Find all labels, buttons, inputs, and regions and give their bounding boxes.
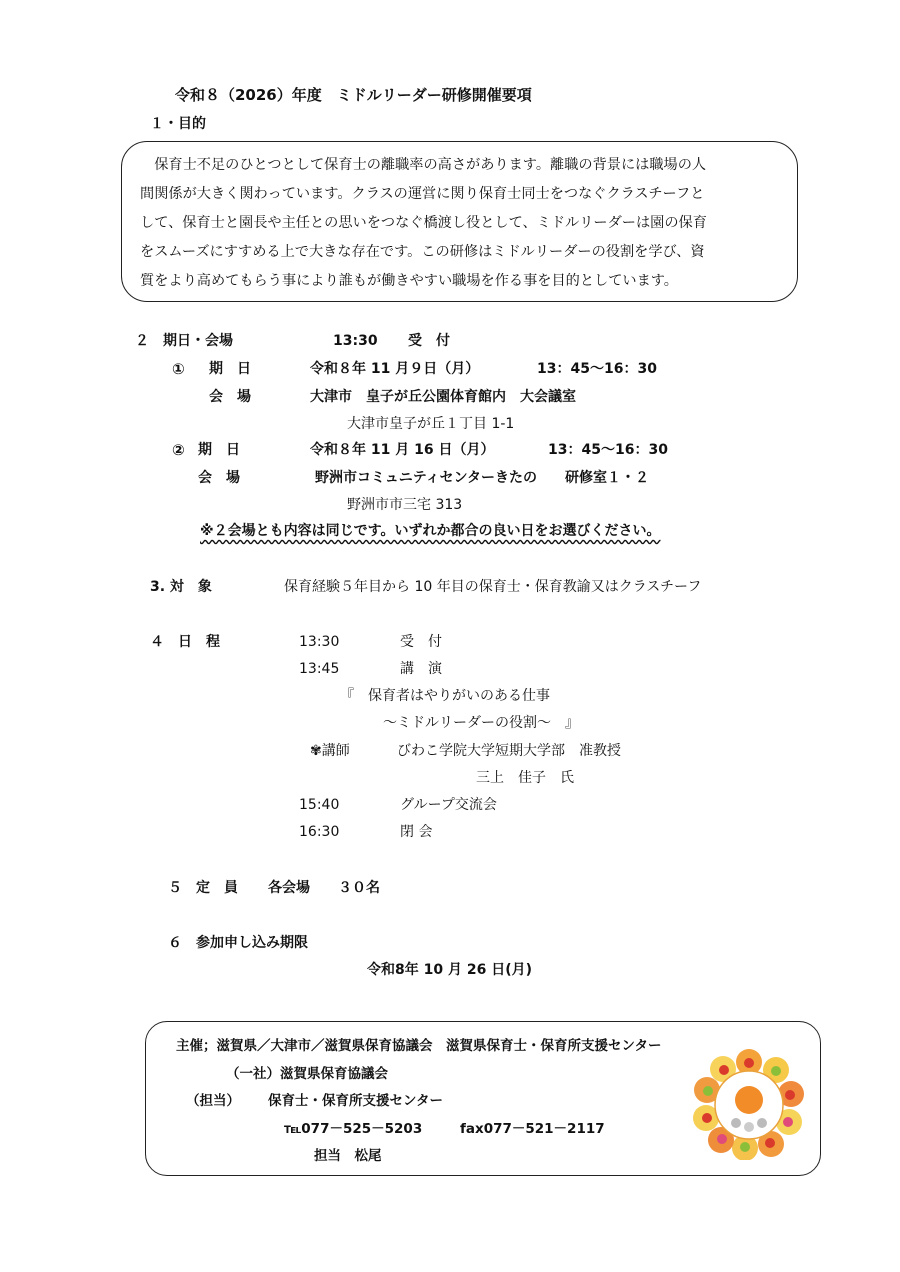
- reception-label: 受 付: [408, 333, 450, 349]
- lecture-subtitle: 〜ミドルリーダーの役割〜 』: [383, 715, 579, 731]
- purpose-heading: １・目的: [150, 116, 206, 132]
- fax-number: fax077－521－2117: [460, 1121, 605, 1137]
- purpose-box: [121, 141, 798, 302]
- capacity-heading: ５ 定 員: [168, 880, 238, 896]
- association: （一社）滋賀県保育協議会: [226, 1066, 388, 1082]
- contact-org: 保育士・保育所支援センター: [268, 1093, 443, 1109]
- logo-sun: [735, 1086, 763, 1114]
- contact-person: 担当 松尾: [314, 1148, 382, 1164]
- session1-venue: 大津市 皇子が丘公園体育館内 大会議室: [310, 389, 576, 405]
- target-heading: 3. 対 象: [150, 579, 212, 595]
- reception-time: 13:30: [333, 333, 378, 349]
- deadline-date: 令和8年 10 月 26 日(月): [367, 962, 532, 978]
- session2-date: 令和８年 11 月 16 日（月）: [310, 442, 495, 458]
- lecturer-label: ✾講師: [310, 743, 350, 759]
- purpose-line: 質をより高めてもらう事により誰もが働きやすい職場を作る事を目的としています。: [140, 273, 678, 289]
- session1-number: ①: [172, 360, 185, 378]
- session1-date: 令和８年 11 月９日（月）: [310, 361, 480, 377]
- lecturer-name: 三上 佳子 氏: [476, 770, 574, 786]
- purpose-line: 間関係が大きく関わっています。クラスの運営に関り保育士同士をつなぐクラスチーフと: [140, 186, 705, 202]
- session1-venue-label: 会 場: [209, 389, 251, 405]
- program-heading: ４ 日 程: [150, 634, 220, 650]
- purpose-paragraph: [140, 151, 790, 296]
- program-time: 16:30: [299, 824, 340, 840]
- program-time: 13:30: [299, 634, 340, 650]
- document-title: 令和８（2026）年度 ミドルリーダー研修開催要項: [175, 86, 532, 104]
- session2-number: ②: [172, 441, 185, 459]
- session1-address: 大津市皇子が丘１丁目 1-1: [347, 416, 515, 432]
- same-content-notice: ※２会場とも内容は同じです。いずれか都合の良い日をお選びください。: [200, 523, 661, 539]
- session1-date-label: 期 日: [209, 361, 251, 377]
- support-center-logo: [690, 1048, 808, 1160]
- program-time: 15:40: [299, 797, 340, 813]
- purpose-line: して、保育士と園長や主任との思いをつなぐ橋渡し役として、ミドルリーダーは園の保育: [140, 215, 707, 231]
- session2-date-label: 期 日: [198, 442, 240, 458]
- session2-time: 13：45〜16：30: [548, 442, 668, 458]
- program-label: 受 付: [400, 634, 442, 650]
- session2-address: 野洲市市三宅 313: [347, 497, 463, 513]
- lecturer-affiliation: びわこ学院大学短期大学部 准教授: [397, 743, 621, 759]
- session1-time: 13：45〜16：30: [537, 361, 657, 377]
- lecture-title: 『 保育者はやりがいのある仕事: [340, 688, 550, 704]
- purpose-line: 保育士不足のひとつとして保育士の離職率の高さがあります。離職の背景には職場の人: [140, 157, 707, 173]
- purpose-line: をスムーズにすすめる上で大きな存在です。この研修はミドルリーダーの役割を学び、資: [140, 244, 705, 260]
- session2-venue: 野洲市コミュニティセンターきたの 研修室１・２: [315, 470, 650, 486]
- program-label: 閉 会: [400, 824, 433, 840]
- session2-venue-label: 会 場: [198, 470, 240, 486]
- capacity-text: 各会場 ３０名: [268, 880, 380, 896]
- program-label: 講 演: [400, 661, 442, 677]
- tel-number: ℡077－525－5203: [284, 1121, 423, 1137]
- contact-label: （担当）: [186, 1093, 240, 1109]
- schedule-venue-heading: ２ 期日・会場: [135, 333, 233, 349]
- organizers: 主催；滋賀県／大津市／滋賀県保育協議会 滋賀県保育士・保育所支援センター: [176, 1038, 662, 1054]
- program-label: グループ交流会: [400, 797, 497, 813]
- deadline-heading: ６ 参加申し込み期限: [168, 935, 308, 951]
- program-time: 13:45: [299, 661, 340, 677]
- target-text: 保育経験５年目から 10 年目の保育士・保育教諭又はクラスチーフ: [284, 579, 702, 595]
